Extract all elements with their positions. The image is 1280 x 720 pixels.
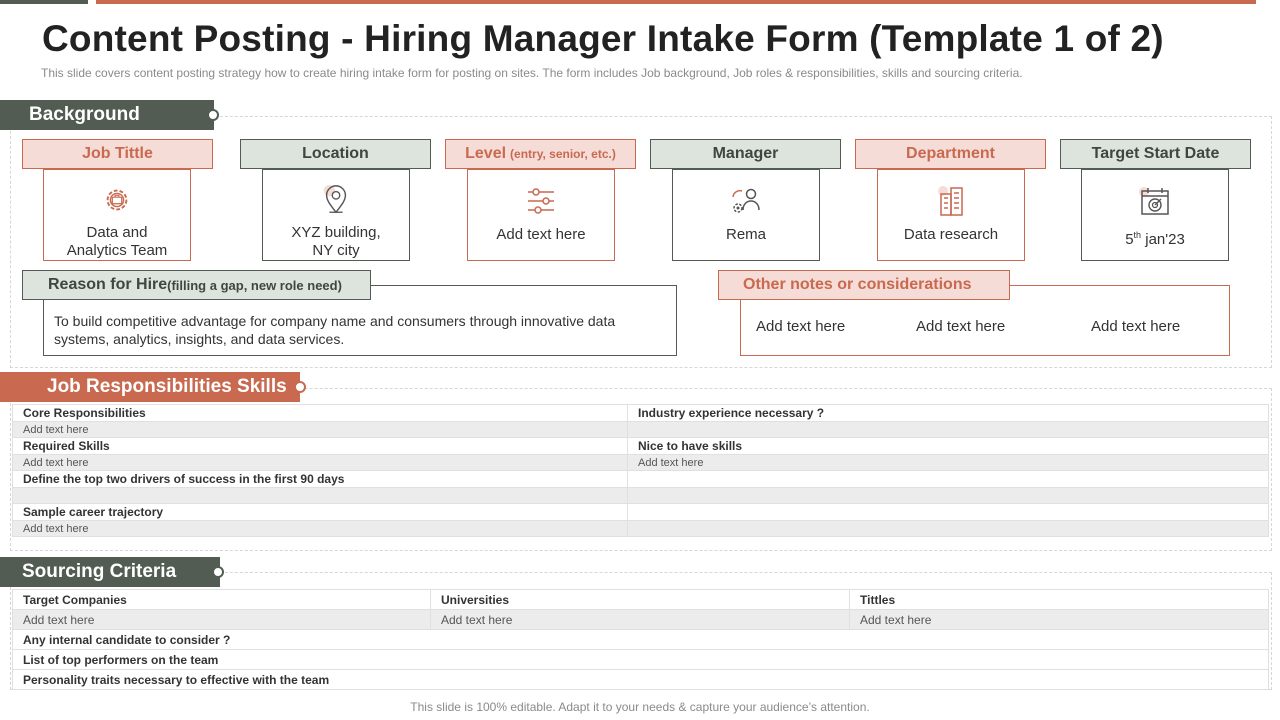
top-performers-row: List of top performers on the team (13, 650, 1269, 670)
location-box (262, 169, 410, 261)
target-start-date-suffix: th (1133, 230, 1142, 240)
industry-experience-title: Industry experience necessary ? (628, 405, 1269, 422)
gear-icon (100, 184, 134, 216)
location-value: XYZ building, NY city (291, 224, 381, 259)
required-skills-value[interactable]: Add text here (13, 455, 628, 471)
target-start-date-day: 5 (1125, 231, 1134, 248)
other-notes-label (718, 270, 1010, 300)
level-label-text: Level (465, 145, 507, 162)
success-drivers-value[interactable] (13, 488, 628, 504)
nice-to-have-skills-value[interactable]: Add text here (628, 455, 1269, 471)
titles-title: Tittles (850, 590, 1269, 610)
job-responsibilities-heading-dot (294, 381, 306, 393)
background-heading-dot (207, 109, 219, 121)
other-notes-item-3: Add text here (1091, 318, 1181, 335)
reason-for-hire-text: To build competitive advantage for company name and consumers through innovative data systems, analytics, insights, and data services. (54, 313, 616, 347)
job-title-label (22, 139, 213, 169)
table-row (13, 471, 1269, 488)
page-subtitle: This slide covers content posting strategy how to create hiring intake form for posting on sites. The form includes Job background, Job roles & responsibilities, skills and sourcing criteria. (41, 66, 1023, 80)
table-row (13, 610, 1269, 630)
nice-to-have-skills-title: Nice to have skills (628, 438, 1269, 455)
other-notes-item-1: Add text here (756, 318, 846, 335)
page-title: Content Posting - Hiring Manager Intake Form (Template 1 of 2) (42, 18, 1164, 59)
table-row (13, 422, 1269, 438)
career-trajectory-right-value[interactable] (628, 521, 1269, 537)
required-skills-title: Required Skills (13, 438, 628, 455)
sourcing-table (12, 589, 1269, 690)
table-row (13, 488, 1269, 504)
job-title-box (43, 169, 191, 261)
job-title-value: Data and Analytics Team (66, 224, 168, 259)
success-drivers-right-value[interactable] (628, 488, 1269, 504)
reason-for-hire-label-note: (filling a gap, new role need) (167, 277, 342, 293)
target-start-date-box (1081, 169, 1229, 261)
other-notes-item-2: Add text here (916, 318, 1006, 335)
universities-title: Universities (431, 590, 850, 610)
location-label-text: Location (302, 145, 369, 162)
career-trajectory-title: Sample career trajectory (13, 504, 628, 521)
table-row (13, 521, 1269, 537)
level-box (467, 169, 615, 261)
person-gear-icon (729, 184, 763, 218)
industry-experience-value[interactable] (628, 422, 1269, 438)
manager-label (650, 139, 841, 169)
job-responsibilities-section-heading (0, 372, 300, 402)
core-responsibilities-value[interactable]: Add text here (13, 422, 628, 438)
job-responsibilities-heading-text: Job Responsibilities Skills (47, 376, 287, 397)
department-box (877, 169, 1025, 261)
other-notes-label-text: Other notes or considerations (743, 276, 972, 293)
table-row (13, 630, 1269, 650)
top-accent-bar (96, 0, 1256, 4)
success-drivers-title: Define the top two drivers of success in the first 90 days (13, 471, 628, 488)
level-label-note: (entry, senior, etc.) (510, 147, 616, 161)
manager-label-text: Manager (712, 145, 779, 162)
career-trajectory-value[interactable]: Add text here (13, 521, 628, 537)
target-start-date-value (1125, 226, 1185, 249)
background-heading-text: Background (29, 104, 140, 125)
building-icon (934, 184, 968, 218)
sourcing-section-heading (0, 557, 220, 587)
table-row (13, 504, 1269, 521)
success-drivers-right-cell (628, 471, 1269, 488)
location-label (240, 139, 431, 169)
table-row (13, 670, 1269, 690)
internal-candidate-row: Any internal candidate to consider ? (13, 630, 1269, 650)
top-accent-bar-dark (0, 0, 88, 4)
titles-value[interactable]: Add text here (850, 610, 1269, 630)
table-row (13, 405, 1269, 422)
level-value: Add text here (496, 226, 586, 243)
reason-for-hire-label (22, 270, 371, 300)
manager-box (672, 169, 820, 261)
department-label-text: Department (906, 145, 995, 162)
reason-for-hire-label-text: Reason for Hire (48, 276, 168, 293)
personality-traits-row: Personality traits necessary to effective with the team (13, 670, 1269, 690)
location-pin-icon (319, 184, 353, 216)
manager-value: Rema (725, 226, 766, 243)
target-start-date-label-text: Target Start Date (1091, 145, 1220, 162)
target-companies-value[interactable]: Add text here (13, 610, 431, 630)
job-responsibilities-table (12, 404, 1269, 537)
target-companies-title: Target Companies (13, 590, 431, 610)
department-value: Data research (903, 226, 999, 243)
background-section-heading (0, 100, 214, 130)
sourcing-heading-text: Sourcing Criteria (22, 561, 177, 582)
job-title-label-text: Job Tittle (82, 145, 153, 162)
footer-note: This slide is 100% editable. Adapt it to your needs & capture your audience’s attention. (410, 700, 870, 714)
level-label (445, 139, 636, 169)
universities-value[interactable]: Add text here (431, 610, 850, 630)
target-start-date-month: jan'23 (1141, 231, 1185, 248)
department-label (855, 139, 1046, 169)
calendar-target-icon (1138, 184, 1172, 218)
target-start-date-label (1060, 139, 1251, 169)
table-row (13, 438, 1269, 455)
career-trajectory-right-cell (628, 504, 1269, 521)
table-row (13, 455, 1269, 471)
core-responsibilities-title: Core Responsibilities (13, 405, 628, 422)
table-row (13, 650, 1269, 670)
sliders-icon (524, 184, 558, 218)
table-row (13, 590, 1269, 610)
sourcing-heading-dot (212, 566, 224, 578)
